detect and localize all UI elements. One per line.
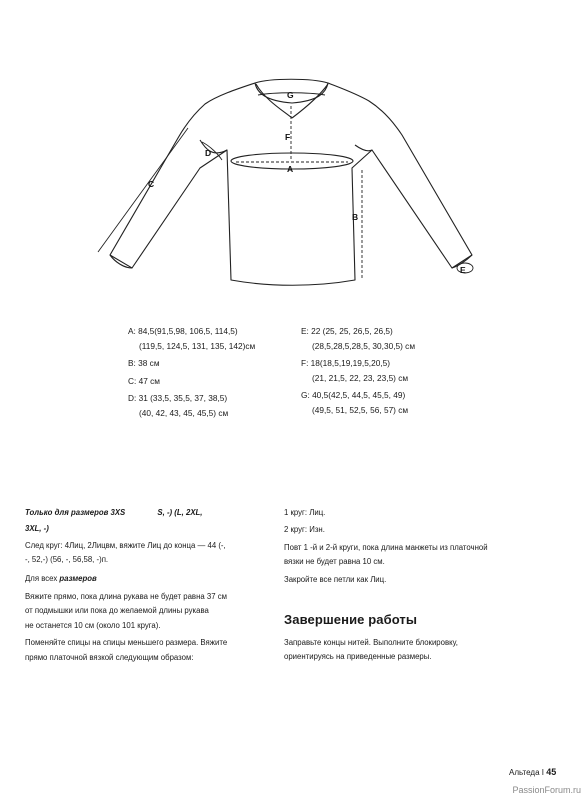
measure-a: A: 84,5(91,5,98, 106,5, 114,5) [128, 326, 238, 336]
label-f: F [285, 132, 291, 142]
repeat-rounds: Повт 1 -й и 2-й круги, пока длина манжеты из платочной [284, 542, 488, 552]
right-column [284, 506, 488, 587]
label-e: E [460, 265, 466, 275]
finishing-line-1: Заправьте концы нитей. Выполните блокировку, [284, 638, 458, 647]
label-a: A [287, 164, 294, 174]
sweater-schematic [0, 0, 587, 300]
instruction-2-end: не останется 10 см (около 101 круга). [25, 620, 161, 630]
measure-b: B: 38 см [128, 358, 160, 368]
finishing-heading: Завершение работы [284, 612, 418, 627]
instruction-1-cont: -, 52,-) (56, -, 56,58, -)п. [25, 555, 109, 565]
measure-g-cont: (49,5, 51, 52,5, 56, 57) см [312, 404, 409, 415]
instruction-2: Вяжите прямо, пока длина рукава не будет равна 37 см [25, 592, 227, 602]
measure-e: E: 22 (25, 25, 26,5, 26,5) [301, 326, 393, 336]
all-sizes-bold: размеров [59, 573, 97, 583]
label-g: G [287, 90, 294, 100]
bind-off: Закройте все петли как Лиц. [284, 574, 387, 584]
measure-e-cont: (28,5,28,5,28,5, 30,30,5) см [312, 340, 416, 351]
page-number: 45 [546, 767, 557, 777]
measurements-right [301, 324, 415, 417]
finishing-text [284, 636, 458, 665]
label-d: D [205, 148, 212, 158]
measure-a-cont: (119,5, 124,5, 131, 135, 142)см [139, 340, 256, 351]
sizes-heading-cont: 3XL, -) [25, 524, 49, 534]
repeat-rounds-cont: вязки не будет равна 10 см. [284, 557, 385, 567]
sizes-heading-a: Только для размеров 3XS [25, 508, 126, 517]
watermark: PassionForum.ru [512, 785, 581, 795]
all-sizes-heading [25, 572, 227, 586]
measurements-left [128, 324, 255, 420]
instruction-1: След круг: 4Лиц, 2Лицвм, вяжите Лиц до конца — 44 (-, [25, 540, 226, 550]
measure-d-cont: (40, 42, 43, 45, 45,5) см [139, 407, 229, 418]
measure-f-cont: (21, 21,5, 22, 23, 23,5) см [312, 372, 409, 383]
page-footer [509, 767, 556, 777]
measure-f: F: 18(18,5,19,19,5,20,5) [301, 358, 391, 368]
label-c: C [148, 179, 155, 189]
sizes-heading [25, 506, 227, 520]
instruction-3: Поменяйте спицы на спицы меньшего размера. Вяжите [25, 638, 228, 648]
footer-brand: Альтеда I [509, 768, 547, 777]
all-sizes-prefix: Для всех [25, 573, 60, 583]
round-1: 1 круг: Лиц. [284, 508, 326, 517]
left-column [25, 506, 227, 665]
round-2: 2 круг: Изн. [284, 525, 325, 535]
label-b: B [352, 212, 359, 222]
finishing-line-2: ориентируясь на приведенные размеры. [284, 652, 432, 662]
measure-g: G: 40,5(42,5, 44,5, 45,5, 49) [301, 390, 406, 400]
instruction-2-cont: от подмышки или пока до желаемой длины рукава [25, 606, 209, 616]
measure-d: D: 31 (33,5, 35,5, 37, 38,5) [128, 393, 228, 403]
instruction-3-cont: прямо платочной вязкой следующим образом: [25, 652, 194, 662]
sizes-heading-b: S, -) (L, 2XL, [157, 508, 203, 517]
measure-c: C: 47 см [128, 375, 160, 386]
